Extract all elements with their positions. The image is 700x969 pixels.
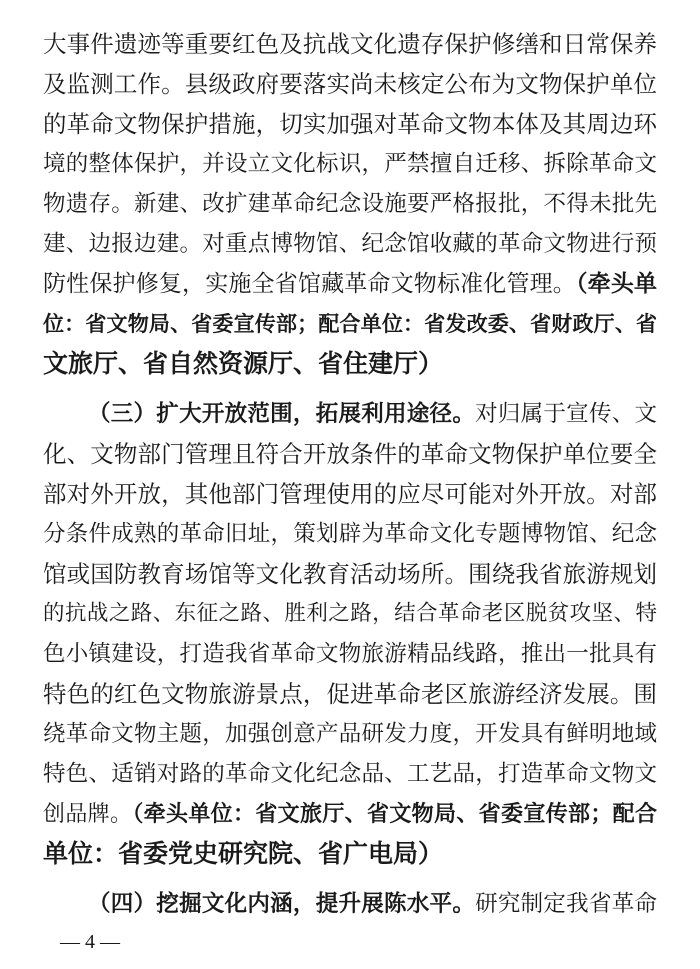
text-line (43, 798, 657, 830)
section-heading-line (88, 398, 657, 430)
text-run: 防性保护修复，实施全省馆藏革命文物标准化管理。 (43, 271, 576, 297)
text-run: 部对外开放，其他部门管理使用的应尽可能对外开放。对部 (43, 480, 657, 508)
bold-text-run: 单位：省委党史研究院、省广电局） (43, 839, 444, 868)
text-line (43, 758, 657, 790)
text-line (43, 268, 657, 300)
text-run: 化、文物部门管理且符合开放条件的革命文物保护单位要全 (43, 440, 657, 468)
text-run: 馆或国防教育场馆等文化教育活动场所。围绕我省旅游规划 (43, 560, 657, 588)
text-line (43, 838, 657, 870)
text-line (43, 228, 657, 260)
text-run: 对归属于宣传、文 (475, 401, 657, 427)
text-run: 创品牌。 (43, 802, 133, 827)
text-run: 研究制定我省革命 (475, 891, 657, 917)
bold-text-run: （牵头单位：省文旅厅、省文物局、省委宣传部；配合 (132, 801, 657, 827)
text-line (43, 148, 657, 180)
text-run: 特色、适销对路的革命文化纪念品、工艺品，打造革命文物文 (43, 761, 657, 787)
text-line (43, 28, 657, 60)
text-run: 色小镇建设，打造我省革命文物旅游精品线路，推出一批具有 (43, 641, 657, 667)
text-run: 分条件成熟的革命旧址，策划辟为革命文化专题博物馆、纪念 (43, 521, 657, 547)
text-line (43, 718, 657, 750)
bold-text-run: （牵头单 (575, 270, 658, 297)
text-line (43, 478, 657, 510)
text-line (43, 518, 657, 550)
text-run: 境的整体保护，并设立文化标识，严禁擅自迁移、拆除革命文 (43, 151, 657, 177)
text-run: 建、边报边建。对重点博物馆、纪念馆收藏的革命文物进行预 (43, 231, 657, 257)
text-run: 大事件遗迹等重要红色及抗战文化遗存保护修缮和日常保养 (43, 30, 657, 58)
text-run: 物遗存。新建、改扩建革命纪念设施要严格报批，不得未批先 (43, 191, 657, 217)
text-run: 的革命文物保护措施，切实加强对革命文物本体及其周边环 (43, 110, 657, 138)
text-run: 的抗战之路、东征之路、胜利之路，结合革命老区脱贫攻坚、特 (43, 601, 657, 626)
text-line (43, 678, 657, 710)
text-line (43, 558, 657, 590)
bold-text-run: 位：省文物局、省委宣传部；配合单位：省发改委、省财政厅、省 (43, 311, 657, 336)
bold-text-run: （三）扩大开放范围，拓展利用途径。 (88, 401, 476, 427)
text-line (43, 638, 657, 670)
text-line (43, 108, 657, 140)
bold-text-run: 文旅厅、省自然资源厅、省住建厅） (43, 349, 444, 378)
text-line (43, 308, 657, 340)
text-run: 绕革命文物主题，加强创意产品研发力度，开发具有鲜明地域 (43, 721, 657, 747)
bold-text-run: （四）挖掘文化内涵，提升展陈水平。 (88, 891, 476, 917)
page-number: — 4 — (60, 931, 120, 953)
text-line (43, 348, 657, 380)
section-heading-line (88, 888, 657, 920)
text-line (43, 68, 657, 100)
text-run: 及监测工作。县级政府要落实尚未核定公布为文物保护单位 (43, 70, 657, 98)
text-line (43, 438, 657, 470)
text-line (43, 598, 657, 630)
text-line (43, 188, 657, 220)
text-run: 特色的红色文物旅游景点，促进革命老区旅游经济发展。围 (43, 680, 657, 708)
